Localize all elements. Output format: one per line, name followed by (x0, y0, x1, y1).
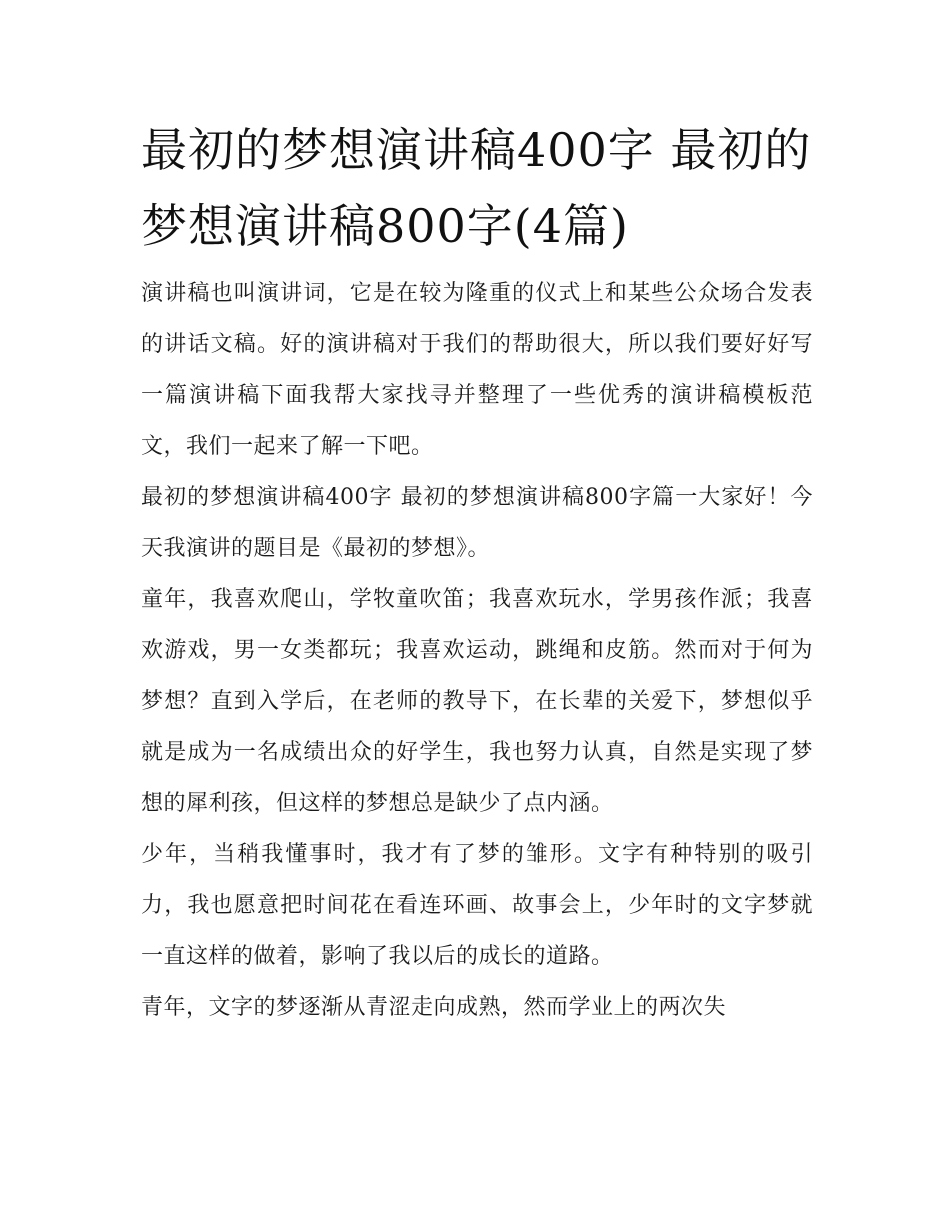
body-paragraph: 最初的梦想演讲稿400字 最初的梦想演讲稿800字篇一大家好！今天我演讲的题目是《最初的梦想》。 (141, 485, 813, 561)
body-paragraph: 青年，文字的梦逐渐从青涩走向成熟，然而学业上的两次失 (141, 995, 727, 1020)
body-paragraph: 少年，当稍我懂事时，我才有了梦的雏形。文字有种特别的吸引力，我也愿意把时间花在看连环画、故事会上，少年时的文字梦就一直这样的做着，影响了我以后的成长的道路。 (141, 842, 813, 969)
intro-paragraph: 演讲稿也叫演讲词，它是在较为隆重的仪式上和某些公众场合发表的讲话文稿。好的演讲稿对于我们的帮助很大，所以我们要好好写一篇演讲稿下面我帮大家找寻并整理了一些优秀的演讲稿模板范文，我们一起来了解一下吧。 (141, 281, 813, 459)
document-page (141, 112, 813, 1033)
body-paragraph: 童年，我喜欢爬山，学牧童吹笛；我喜欢玩水，学男孩作派；我喜欢游戏，男一女类都玩；我喜欢运动，跳绳和皮筋。然而对于何为梦想？直到入学后，在老师的教导下，在长辈的关爱下，梦想似乎就是成为一名成绩出众的好学生，我也努力认真，自然是实现了梦想的犀利孩，但这样的梦想总是缺少了点内涵。 (141, 587, 813, 816)
document-title: 最初的梦想演讲稿400字 最初的梦想演讲稿800字(4篇) (141, 123, 812, 253)
